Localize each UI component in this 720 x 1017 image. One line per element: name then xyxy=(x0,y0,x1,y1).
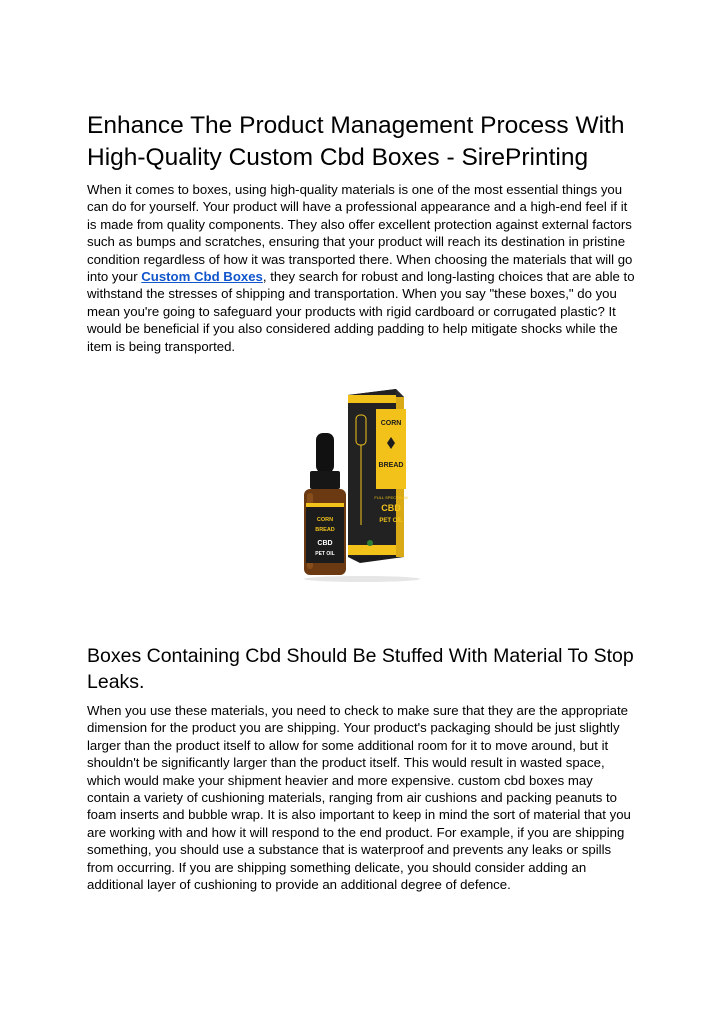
bottle-label-line-3: CBD xyxy=(317,540,333,547)
cbd-product-illustration xyxy=(300,385,425,585)
box-label-line-4: CBD xyxy=(381,503,401,513)
section-heading: Boxes Containing Cbd Should Be Stuffed With Material To Stop Leaks. xyxy=(87,645,634,693)
bottle-label-line-4: PET OIL xyxy=(315,551,335,557)
bottle-label-line-1: CORN xyxy=(316,517,334,523)
custom-cbd-boxes-link[interactable]: Custom Cbd Boxes xyxy=(141,269,263,285)
intro-text-after-link: , they search for robust and long-lasting choices that are able to withstand the stresses of shipping and transportation. When you say "these boxes," do you mean you're going to safeguard your products with rigid cardboard or corrugated plastic? It would be beneficial if you also considered adding padding to help mitigate shocks while the item is being transported. xyxy=(87,269,635,354)
intro-text-before-link: When it comes to boxes, using high-quality materials is one of the most essential things you can do for yourself. Your product will have a professional appearance and a high-end feel if it is made from quality components. They also offer excellent protection against external factors such as bumps and scratches, ensuring that your product will reach its destination in pristine condition regardless of how it was transported there. When choosing the materials that will go into your xyxy=(87,182,633,285)
box-label-line-1: CORN xyxy=(380,420,402,427)
product-image xyxy=(300,385,425,585)
box-label-line-2: BREAD xyxy=(378,462,404,469)
intro-paragraph xyxy=(87,181,637,355)
body-paragraph: When you use these materials, you need to check to make sure that they are the appropriate dimension for the product you are shipping. Your product's packaging should be just slightly larger than the product itself to allow for some additional room for it to move around, but it shouldn't be significantly larger than the product itself. This would result in wasted space, which would make your shipment heavier and more expensive. custom cbd boxes may contain a variety of cushioning materials, ranging from air cushions and packing peanuts to foam inserts and bubble wrap. It is also important to keep in mind the sort of material that you are working with and how it will respond to the end product. For example, if you are shipping something, you should use a substance that is waterproof and prevents any leaks or spills from occurring. If you are shipping something delicate, you should consider adding an additional layer of cushioning to provide an additional degree of defence. xyxy=(87,703,631,893)
page-title: Enhance The Product Management Process With High-Quality Custom Cbd Boxes - SirePrinting xyxy=(87,112,625,171)
box-label-line-3: FULL SPECTRUM xyxy=(374,495,408,500)
box-label-line-5: PET OIL xyxy=(379,518,403,524)
bottle-label-line-2: BREAD xyxy=(315,527,335,533)
